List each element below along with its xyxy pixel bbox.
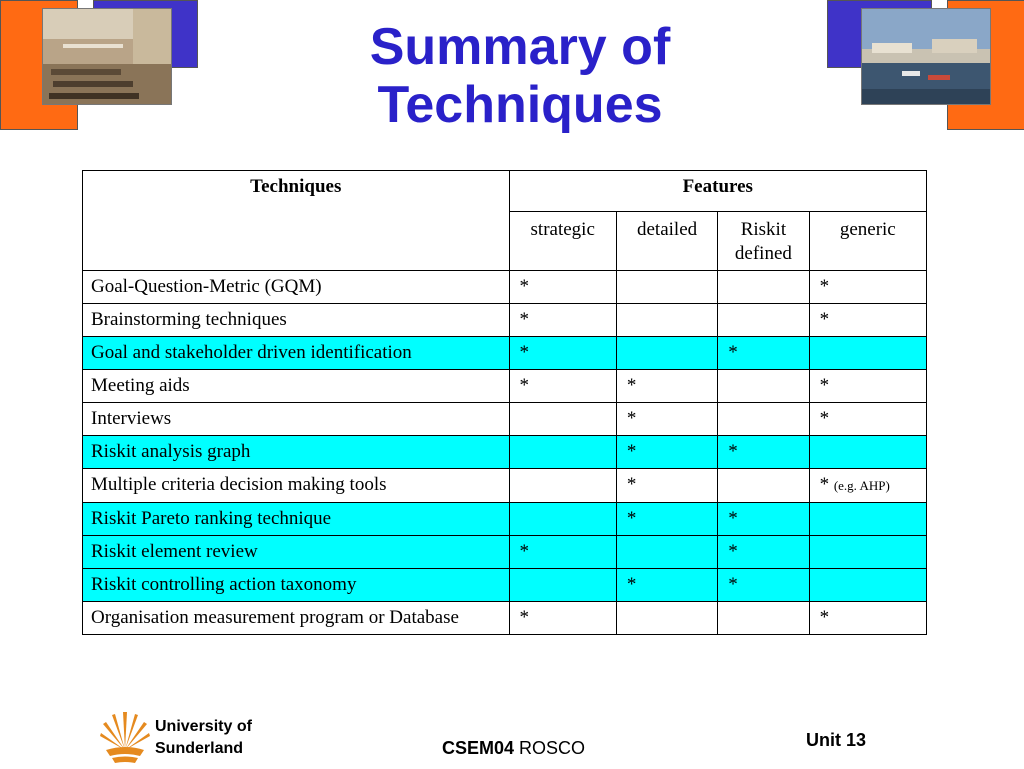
techniques-table — [82, 170, 927, 635]
table-row — [83, 436, 927, 469]
feature-mark: * — [626, 408, 637, 429]
header-techniques: Techniques — [83, 171, 510, 271]
course-name: ROSCO — [519, 738, 586, 758]
feature-cell-generic — [809, 304, 926, 337]
feature-cell-detailed — [616, 602, 717, 635]
feature-cell-generic — [809, 337, 926, 370]
feature-mark: * — [728, 574, 738, 595]
technique-name: Meeting aids — [83, 370, 510, 403]
technique-name: Organisation measurement program or Database — [83, 602, 510, 635]
feature-cell-riskit — [718, 271, 809, 304]
table-row — [83, 337, 927, 370]
feature-mark: * — [728, 541, 738, 562]
feature-cell-detailed — [616, 337, 717, 370]
feature-cell-detailed — [616, 569, 717, 602]
feature-mark: * — [626, 375, 637, 396]
feature-cell-detailed — [616, 503, 717, 536]
feature-cell-generic — [809, 370, 926, 403]
feature-cell-strategic — [509, 304, 616, 337]
feature-cell-riskit — [718, 469, 809, 503]
feature-cell-generic — [809, 403, 926, 436]
table-row — [83, 469, 927, 503]
feature-cell-riskit — [718, 602, 809, 635]
feature-mark: * — [519, 309, 530, 330]
table-row — [83, 536, 927, 569]
feature-mark: * — [819, 276, 830, 297]
table-row — [83, 602, 927, 635]
title-line-1: Summary of — [369, 18, 671, 76]
feature-cell-detailed — [616, 370, 717, 403]
technique-name: Multiple criteria decision making tools — [83, 469, 510, 503]
feature-cell-detailed — [616, 436, 717, 469]
feature-cell-riskit — [718, 370, 809, 403]
feature-cell-strategic — [509, 436, 616, 469]
feature-mark: * — [519, 607, 530, 628]
subheader-detailed: detailed — [616, 212, 717, 271]
feature-cell-detailed — [616, 304, 717, 337]
generic-note: (e.g. AHP) — [833, 478, 890, 493]
feature-cell-strategic — [509, 536, 616, 569]
harbour-photo — [861, 8, 991, 105]
title-line-2: Techniques — [377, 76, 663, 134]
feature-cell-riskit — [718, 304, 809, 337]
feature-cell-riskit — [718, 503, 809, 536]
feature-cell-strategic — [509, 569, 616, 602]
subheader-strategic: strategic — [509, 212, 616, 271]
feature-cell-strategic — [509, 403, 616, 436]
feature-mark: * — [519, 276, 530, 297]
feature-cell-riskit — [718, 436, 809, 469]
university-line-1: University of — [155, 718, 252, 735]
feature-mark: * — [519, 342, 530, 363]
feature-cell-strategic — [509, 503, 616, 536]
feature-mark: * — [728, 508, 738, 529]
feature-cell-generic — [809, 503, 926, 536]
slide-title — [260, 18, 780, 134]
technique-name: Riskit controlling action taxonomy — [83, 569, 510, 602]
feature-cell-generic — [809, 569, 926, 602]
course-label — [442, 738, 585, 759]
feature-cell-generic — [809, 271, 926, 304]
feature-mark: * — [819, 408, 830, 429]
office-photo — [42, 8, 172, 105]
table-row — [83, 569, 927, 602]
feature-cell-strategic — [509, 469, 616, 503]
feature-cell-strategic — [509, 602, 616, 635]
table-row — [83, 403, 927, 436]
table-row — [83, 304, 927, 337]
feature-cell-generic — [809, 436, 926, 469]
feature-cell-detailed — [616, 403, 717, 436]
feature-cell-strategic — [509, 271, 616, 304]
table-row — [83, 271, 927, 304]
feature-mark: * — [626, 441, 637, 462]
technique-name: Brainstorming techniques — [83, 304, 510, 337]
university-logo-icon — [100, 706, 150, 769]
feature-mark: * — [626, 574, 637, 595]
feature-cell-riskit — [718, 569, 809, 602]
technique-name: Goal-Question-Metric (GQM) — [83, 271, 510, 304]
table-row — [83, 503, 927, 536]
university-line-2: Sunderland — [155, 740, 244, 757]
feature-cell-riskit — [718, 337, 809, 370]
feature-cell-generic — [809, 469, 926, 503]
subheader-generic: generic — [809, 212, 926, 271]
technique-name: Riskit analysis graph — [83, 436, 510, 469]
feature-cell-riskit — [718, 536, 809, 569]
feature-mark: * — [728, 342, 738, 363]
technique-name: Riskit Pareto ranking technique — [83, 503, 510, 536]
course-code: CSEM04 — [442, 738, 515, 758]
table-row — [83, 370, 927, 403]
feature-mark: * — [728, 441, 738, 462]
header-features: Features — [509, 171, 926, 212]
university-name — [155, 716, 252, 760]
feature-mark: * — [519, 375, 530, 396]
subheader-riskit-defined: Riskit defined — [718, 212, 809, 271]
feature-cell-strategic — [509, 370, 616, 403]
feature-mark: * — [519, 541, 530, 562]
feature-cell-detailed — [616, 469, 717, 503]
feature-mark: * — [819, 474, 830, 495]
feature-mark: * — [819, 607, 830, 628]
technique-name: Riskit element review — [83, 536, 510, 569]
feature-mark: * — [819, 309, 830, 330]
feature-cell-generic — [809, 536, 926, 569]
feature-cell-riskit — [718, 403, 809, 436]
feature-cell-strategic — [509, 337, 616, 370]
feature-cell-generic — [809, 602, 926, 635]
unit-label: Unit 13 — [806, 730, 867, 750]
feature-cell-detailed — [616, 536, 717, 569]
feature-cell-detailed — [616, 271, 717, 304]
table-header-row — [83, 171, 927, 212]
technique-name: Interviews — [83, 403, 510, 436]
feature-mark: * — [626, 508, 637, 529]
technique-name: Goal and stakeholder driven identification — [83, 337, 510, 370]
feature-mark: * — [819, 375, 830, 396]
feature-mark: * — [626, 474, 637, 495]
